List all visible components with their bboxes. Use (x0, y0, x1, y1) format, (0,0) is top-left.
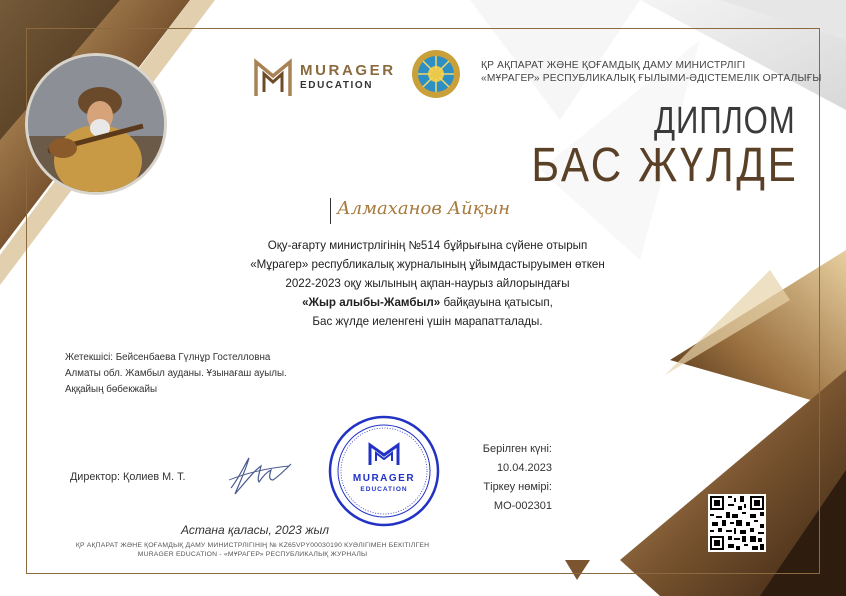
diploma-title: ДИПЛОМ (654, 100, 796, 142)
stamp-sub: EDUCATION (360, 486, 408, 493)
leader-organization: Аққайың бөбекжайы (65, 384, 158, 395)
description-line (215, 293, 640, 312)
brand-name: MURAGER (300, 62, 396, 79)
award-title: БАС ЖҮЛДЕ (530, 139, 798, 192)
state-emblem-icon (410, 48, 462, 100)
leader-location: Алматы обл. Жамбыл ауданы. Ұзынағаш ауылы. (65, 368, 287, 379)
award-description (215, 236, 640, 331)
registration-label: Тіркеу нөмірі: (483, 481, 552, 493)
official-stamp (328, 415, 440, 527)
ministry-line-1: ҚР АҚПАРАТ ЖӘНЕ ҚОҒАМДЫҚ ДАМУ МИНИСТРЛІГІ (481, 60, 746, 71)
contest-name: «Жыр алыбы-Жамбыл» (302, 296, 441, 309)
stamp-brand: MURAGER (352, 473, 416, 484)
registration-value: МО-002301 (493, 500, 552, 512)
description-line: Оқу-ағарту министрлігінің №514 бұйрығына сүйене отырып (267, 239, 588, 252)
description-text: байқауына қатысып, (440, 296, 553, 309)
director-signature (225, 450, 295, 500)
issue-date-label: Берілген күні: (482, 443, 552, 455)
recipient-name: Алмаханов Айқын (337, 198, 511, 219)
portrait-illustration (28, 56, 164, 192)
recipient-name-block (330, 198, 541, 224)
footer-line-2: MURAGER EDUCATION - «МҰРАГЕР» РЕСПУБЛИКАЛЫҚ ЖУРНАЛЫ (137, 551, 368, 558)
leader-info (65, 350, 287, 398)
ministry-header (481, 59, 822, 85)
issue-info (470, 440, 552, 516)
issue-date-value: 10.04.2023 (496, 462, 552, 474)
description-line: «Мұрагер» республикалық журналының ұйымдастыруымен өткен (250, 258, 605, 271)
city-year: Астана қаласы, 2023 жыл (181, 523, 330, 537)
brand-sub: EDUCATION (300, 80, 374, 91)
director-name: Директор: Қолиев М. Т. (70, 471, 186, 483)
leader-name: Жетекшісі: Бейсенбаева Гүлнұр Гостелловна (65, 352, 271, 363)
portrait-photo (28, 56, 164, 192)
murager-logo-icon (252, 56, 294, 100)
description-line: 2022-2023 оқу жылының ақпан-наурыз айлорындағы (285, 277, 570, 290)
ministry-line-2: «МҰРАГЕР» РЕСПУБЛИКАЛЫҚ ҒЫЛЫМИ-ӘДІСТЕМЕЛІК ОРТАЛЫҒЫ (481, 73, 822, 84)
description-line: Бас жүлде иеленгені үшін марапатталады. (312, 315, 543, 328)
footer-line-1: ҚР АҚПАРАТ ЖӘНЕ ҚОҒАМДЫҚ ДАМУ МИНИСТРЛІГІНІҢ № KZ65VPY00030190 КУӘЛІГІМЕН БЕКІТІЛГЕН (75, 542, 430, 549)
footer-note (40, 541, 465, 559)
qr-code[interactable] (708, 494, 766, 552)
brand-logo-text (300, 62, 396, 91)
